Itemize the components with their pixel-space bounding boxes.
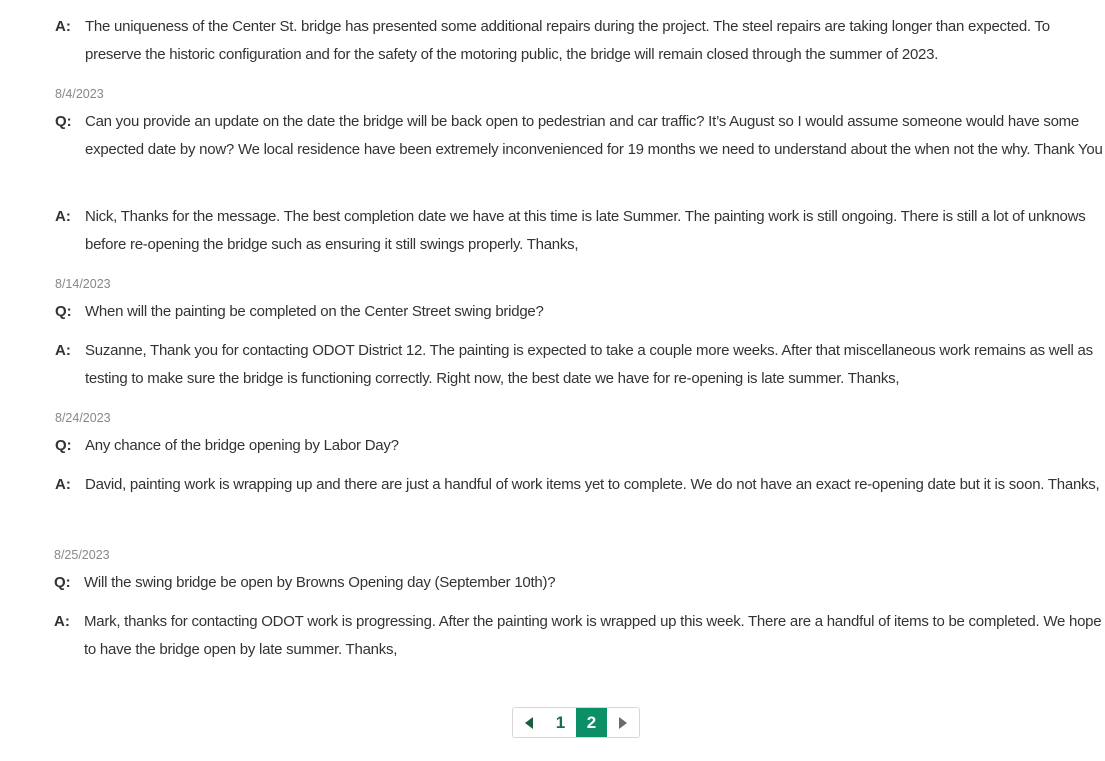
question-label: Q: (55, 113, 72, 130)
entry-date: 8/14/2023 (55, 277, 111, 291)
question-label: Q: (55, 303, 72, 320)
answer-row (55, 471, 1105, 499)
answer-text: Nick, Thanks for the message. The best completion date we have at this time is late Summer. The painting work is still ongoing. There is still a lot of unknows before re-opening the bridge such as ensuring it still swings properly. Thanks, (85, 208, 1086, 253)
question-text: Will the swing bridge be open by Browns Opening day (September 10th)? (84, 574, 556, 591)
answer-label: A: (54, 613, 70, 630)
question-row (55, 432, 1105, 460)
answer-row (55, 13, 1105, 69)
caret-right-icon (619, 717, 627, 729)
question-row (55, 108, 1105, 164)
page-2-button[interactable]: 2 (576, 708, 607, 737)
question-label: Q: (55, 437, 72, 454)
question-label: Q: (54, 574, 71, 591)
question-row (54, 569, 1104, 597)
entry-date: 8/24/2023 (55, 411, 111, 425)
question-text: Any chance of the bridge opening by Labor Day? (85, 437, 399, 454)
answer-row (55, 337, 1105, 393)
answer-label: A: (55, 208, 71, 225)
answer-row (55, 203, 1105, 259)
answer-label: A: (55, 342, 71, 359)
next-page-button[interactable] (607, 708, 639, 737)
answer-label: A: (55, 18, 71, 35)
caret-left-icon (525, 717, 533, 729)
prev-page-button[interactable] (513, 708, 545, 737)
question-text: When will the painting be completed on the Center Street swing bridge? (85, 303, 544, 320)
answer-row (54, 608, 1104, 664)
answer-label: A: (55, 476, 71, 493)
answer-text: Suzanne, Thank you for contacting ODOT District 12. The painting is expected to take a couple more weeks. After that miscellaneous work remains as well as testing to make sure the bridge is functioning correctly. Right now, the best date we have for re-opening is late summer. Thanks, (85, 342, 1093, 387)
answer-text: The uniqueness of the Center St. bridge has presented some additional repairs during the project. The steel repairs are taking longer than expected. To preserve the historic configuration and for the safety of the motoring public, the bridge will remain closed through the summer of 2023. (85, 18, 1050, 63)
page-1-button[interactable]: 1 (545, 708, 576, 737)
entry-date: 8/25/2023 (54, 548, 110, 562)
question-row (55, 298, 1105, 326)
answer-text: Mark, thanks for contacting ODOT work is progressing. After the painting work is wrapped up this week. There are a handful of items to be completed. We hope to have the bridge open by late summer. Thanks, (84, 613, 1102, 658)
pagination (512, 707, 640, 738)
question-text: Can you provide an update on the date the bridge will be back open to pedestrian and car traffic? It’s August so I would assume someone would have some expected date by now? We local residence have been extremely inconvenienced for 19 months we need to understand about the when not the why. Thank You (85, 113, 1103, 158)
answer-text: David, painting work is wrapping up and there are just a handful of work items yet to complete. We do not have an exact re-opening date but it is soon. Thanks, (85, 476, 1100, 493)
entry-date: 8/4/2023 (55, 87, 104, 101)
